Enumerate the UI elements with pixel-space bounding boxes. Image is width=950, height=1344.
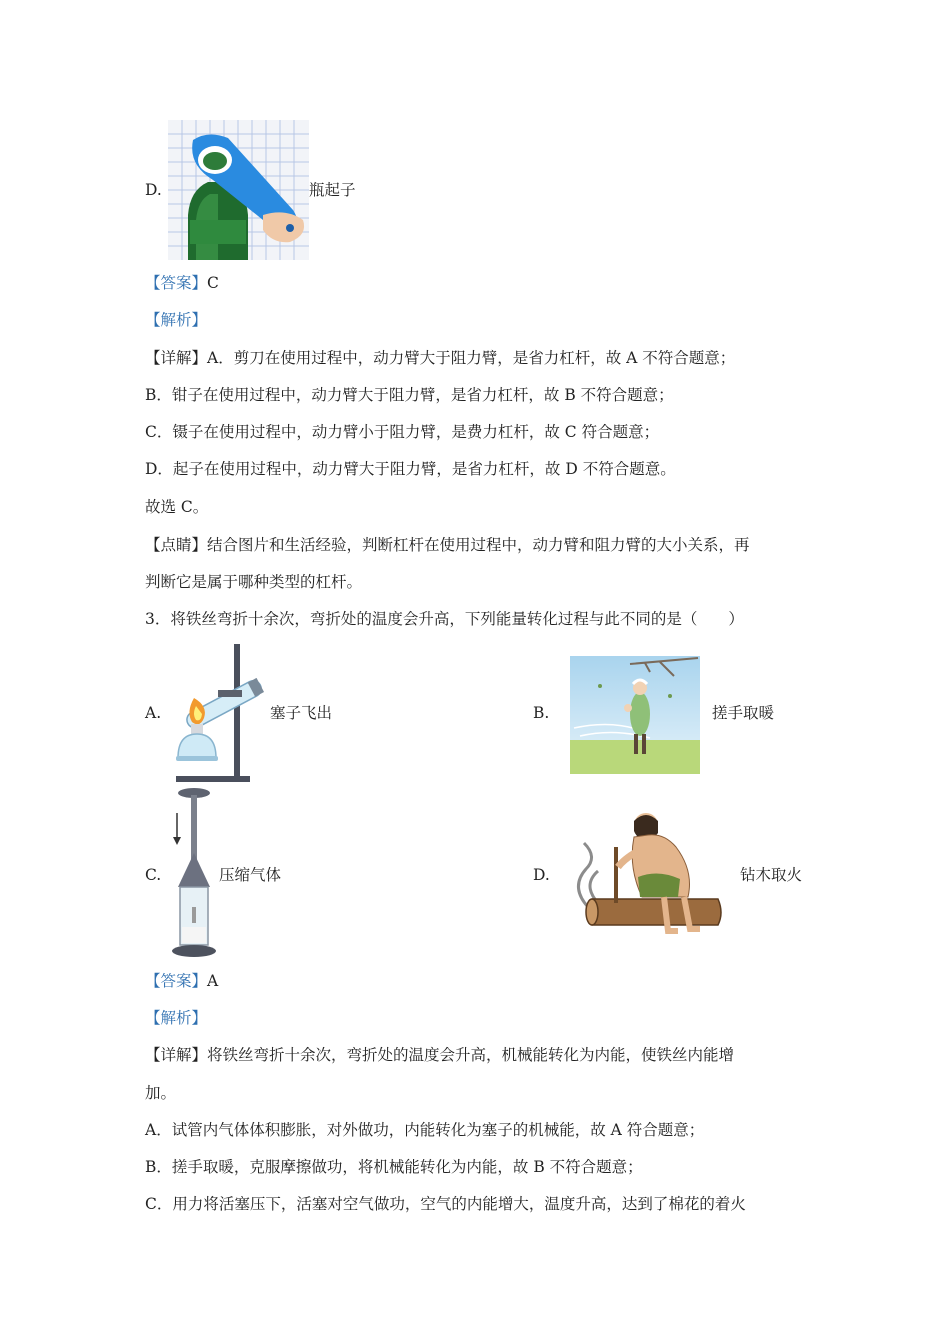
q2-option-d-caption: 瓶起子 (309, 181, 356, 199)
answer-value: C (207, 274, 219, 292)
q3-option-d-caption: 钻木取火 (740, 866, 803, 884)
rubbing-hands-figure (570, 656, 700, 774)
q2-conclusion: 故选 C。 (145, 498, 209, 516)
q3-option-c-caption: 压缩气体 (219, 866, 282, 884)
q3-detail-option-b: B．搓手取暖，克服摩擦做功，将机械能转化为内能，故 B 不符合题意； (145, 1158, 643, 1176)
drill-wood-fire-figure (568, 807, 724, 939)
q2-detail-line-2: B．钳子在使用过程中，动力臂大于阻力臂，是省力杠杆，故 B 不符合题意； (145, 386, 674, 404)
q3-detail-line-2: 加。 (145, 1084, 177, 1102)
q2-comment-line-1 (145, 535, 750, 555)
answer-tag: 【答案】 (145, 274, 208, 292)
q3-answer (145, 971, 218, 991)
q3-detail-line-1 (145, 1045, 734, 1065)
comment-tag: 【点睛】 (145, 536, 208, 554)
q2-detail-line-4: D．起子在使用过程中，动力臂大于阻力臂，是省力杠杆，故 D 不符合题意。 (145, 460, 676, 478)
q2-detail-line-3: C．镊子在使用过程中，动力臂小于阻力臂，是费力杠杆，故 C 符合题意； (145, 423, 660, 441)
q3-detail-option-c: C．用力将活塞压下，活塞对空气做功，空气的内能增大，温度升高，达到了棉花的着火 (145, 1195, 746, 1213)
q3-analysis-tag: 【解析】 (145, 1009, 208, 1027)
q3-stem: 3．将铁丝弯折十余次，弯折处的温度会升高，下列能量转化过程与此不同的是（ ） (145, 610, 744, 628)
q2-comment-line-2: 判断它是属于哪种类型的杠杆。 (145, 573, 363, 591)
q2-detail-line-1 (145, 348, 735, 368)
comment-text: 结合图片和生活经验，判断杠杆在使用过程中，动力臂和阻力臂的大小关系，再 (207, 536, 750, 554)
q3-option-a-caption: 塞子飞出 (270, 704, 333, 722)
answer-value: A (207, 972, 219, 990)
bottle-opener-photo (168, 120, 309, 260)
q3-detail-option-a: A．试管内气体体积膨胀，对外做功，内能转化为塞子的机械能，故 A 符合题意； (145, 1121, 705, 1139)
test-tube-stopper-figure (168, 642, 268, 784)
detail-tag: 【详解】 (145, 349, 208, 367)
q2-analysis-tag: 【解析】 (145, 311, 208, 329)
q2-option-d-letter: D. (145, 181, 162, 199)
q3-option-b-caption: 搓手取暖 (712, 704, 775, 722)
q2-answer (145, 273, 219, 293)
detail-text: A．剪刀在使用过程中，动力臂大于阻力臂，是省力杠杆，故 A 不符合题意； (207, 349, 736, 367)
detail-tag: 【详解】 (145, 1046, 208, 1064)
q3-option-a-letter: A. (145, 704, 162, 722)
air-compression-figure (168, 787, 220, 959)
detail-text: 将铁丝弯折十余次，弯折处的温度会升高，机械能转化为内能，使铁丝内能增 (207, 1046, 735, 1064)
q3-option-b-letter: B. (533, 704, 550, 722)
q3-option-c-letter: C. (145, 866, 162, 884)
q3-option-d-letter: D. (533, 866, 550, 884)
answer-tag: 【答案】 (145, 972, 208, 990)
